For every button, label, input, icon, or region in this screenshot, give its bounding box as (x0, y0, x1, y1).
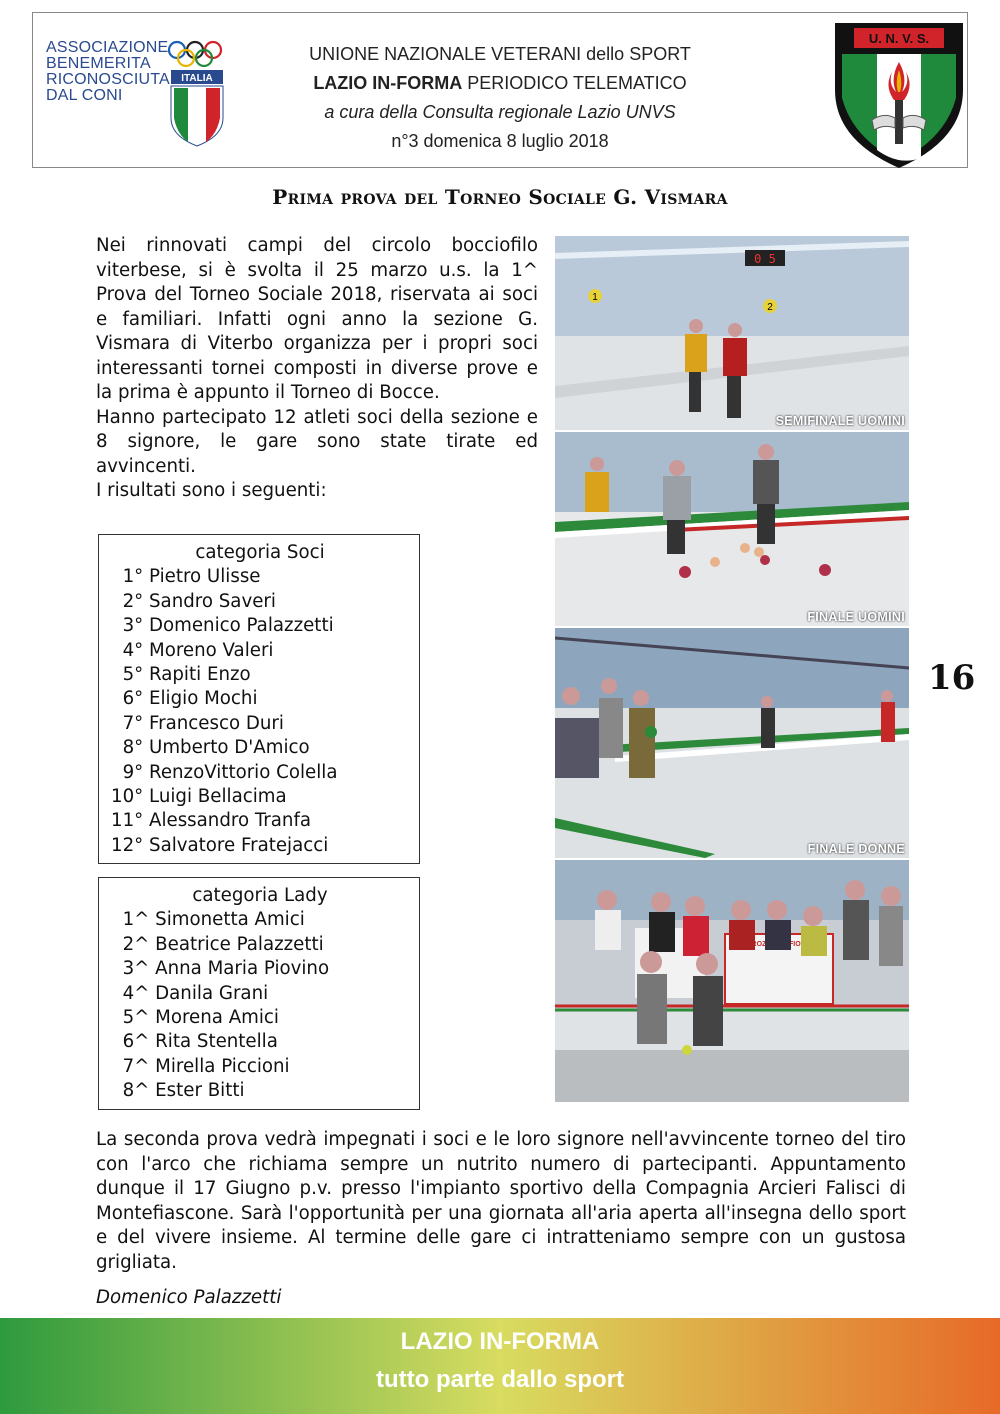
result-row: 6° Eligio Mochi (111, 688, 258, 710)
bocce-court-image (555, 432, 909, 626)
bocce-court-image (555, 628, 909, 858)
page-number: 16 (928, 658, 976, 698)
lane-number-1: 1 (592, 292, 598, 303)
masthead-line-2 (240, 69, 760, 98)
result-row: 1^ Simonetta Amici (111, 909, 305, 931)
result-row: 9° RenzoVittorio Colella (111, 761, 338, 783)
result-row: 5° Rapiti Enzo (111, 664, 251, 686)
photo-caption: SEMIFINALE UOMINI (775, 414, 905, 428)
result-row: 10° Luigi Bellacima (111, 786, 287, 808)
result-row: 4^ Danila Grani (111, 982, 269, 1004)
result-row: 7^ Mirella Piccioni (111, 1055, 290, 1077)
footer-banner (0, 1318, 1000, 1414)
result-row: 1° Pietro Ulisse (111, 566, 261, 588)
masthead-line-1: UNIONE NAZIONALE VETERANI dello SPORT (309, 44, 691, 64)
masthead-line-3: a cura della Consulta regionale Lazio UNVS (324, 102, 676, 122)
results-lady-box (98, 877, 420, 1110)
article-author: Domenico Palazzetti (96, 1287, 282, 1308)
coni-line: BENEMERITA (46, 55, 151, 72)
photo-finale-donne (555, 628, 909, 858)
result-row: 8° Umberto D'Amico (111, 737, 310, 759)
result-row: 8^ Ester Bitti (111, 1080, 245, 1102)
photo-caption: FINALE DONNE (807, 842, 905, 856)
masthead-text (240, 40, 760, 156)
results-soci-title: categoria Soci (195, 542, 325, 563)
result-row: 2° Sandro Saveri (111, 590, 276, 612)
intro-paragraph-2: Hanno partecipato 12 atleti soci della sezione e 8 signore, le gare sono state tirate ed avvincenti. (96, 406, 538, 477)
photo-group-ladies (555, 860, 909, 1102)
photo-finale-uomini (555, 432, 909, 626)
unvs-shield-logo (832, 20, 966, 170)
coni-badge-text: ITALIA (181, 73, 213, 84)
result-row: 4° Moreno Valeri (111, 639, 274, 661)
coni-line: RICONOSCIUTA (46, 71, 170, 88)
scoreboard-text: 0 5 (754, 252, 776, 266)
result-row: 3^ Anna Maria Piovino (111, 958, 330, 980)
publication-name: LAZIO IN-FORMA (313, 73, 463, 93)
coni-line: ASSOCIAZIONE (46, 39, 169, 56)
intro-paragraph-1: Nei rinnovati campi del circolo bocciofilo viterbese, si è svolta il 25 marzo u.s. la 1^ Prova del Torneo Sociale 2018, riservata ai soci e familiari. Infatti ogni anno la sezione G. Vismara di Viterbo organizza per i propri soci interessanti tornei composti in diverse prove e la prima è appunto il Torneo di Bocce. (96, 235, 538, 403)
issue-date: n°3 domenica 8 luglio 2018 (391, 131, 609, 151)
lane-number-2: 2 (767, 302, 773, 313)
result-row: 12° Salvatore Fratejacci (111, 834, 329, 856)
result-row: 6^ Rita Stentella (111, 1031, 278, 1053)
results-soci-box (98, 534, 420, 864)
intro-paragraph-3: I risultati sono i seguenti: (96, 480, 327, 501)
coni-line: DAL CONI (46, 87, 123, 104)
banner-text: CARROZZERIA (736, 941, 788, 948)
result-row: 3° Domenico Palazzetti (111, 615, 334, 637)
article-intro (96, 234, 538, 504)
unvs-label: U. N. V. S. (868, 31, 930, 46)
footer-title: LAZIO IN-FORMA (400, 1328, 600, 1355)
result-row: 2^ Beatrice Palazzetti (111, 933, 324, 955)
article-conclusion: La seconda prova vedrà impegnati i soci e le loro signore nell'avvincente torneo del tiro con l'arco che richiama sempre un nutrito numero di partecipanti. Appuntamento dunque il 17 Giugno p.v. presso l'impianto sportivo della Compagnia Arcieri Falisci di Montefiascone. Sarà l'opportunità per una giornata all'aria aperta all'insegna dello sport e del vivere insieme. Al termine delle gare ci intratteniamo sempre con un gustosa grigliata. (96, 1129, 906, 1273)
result-row: 5^ Morena Amici (111, 1007, 279, 1029)
photo-semifinale-uomini (555, 236, 909, 430)
coni-italia-logo (165, 38, 229, 148)
result-row: 7° Francesco Duri (111, 712, 284, 734)
results-lady-title: categoria Lady (192, 885, 328, 906)
article-title: Prima prova del Torneo Sociale G. Vismara (272, 185, 728, 209)
footer-tagline: tutto parte dallo sport (376, 1366, 624, 1393)
publication-type: PERIODICO TELEMATICO (462, 73, 687, 93)
photo-caption: FINALE UOMINI (807, 610, 905, 624)
coni-association-text (46, 40, 170, 104)
result-row: 11° Alessandro Tranfa (111, 810, 311, 832)
group-photo-image (555, 860, 909, 1102)
bocce-court-image (555, 236, 909, 430)
